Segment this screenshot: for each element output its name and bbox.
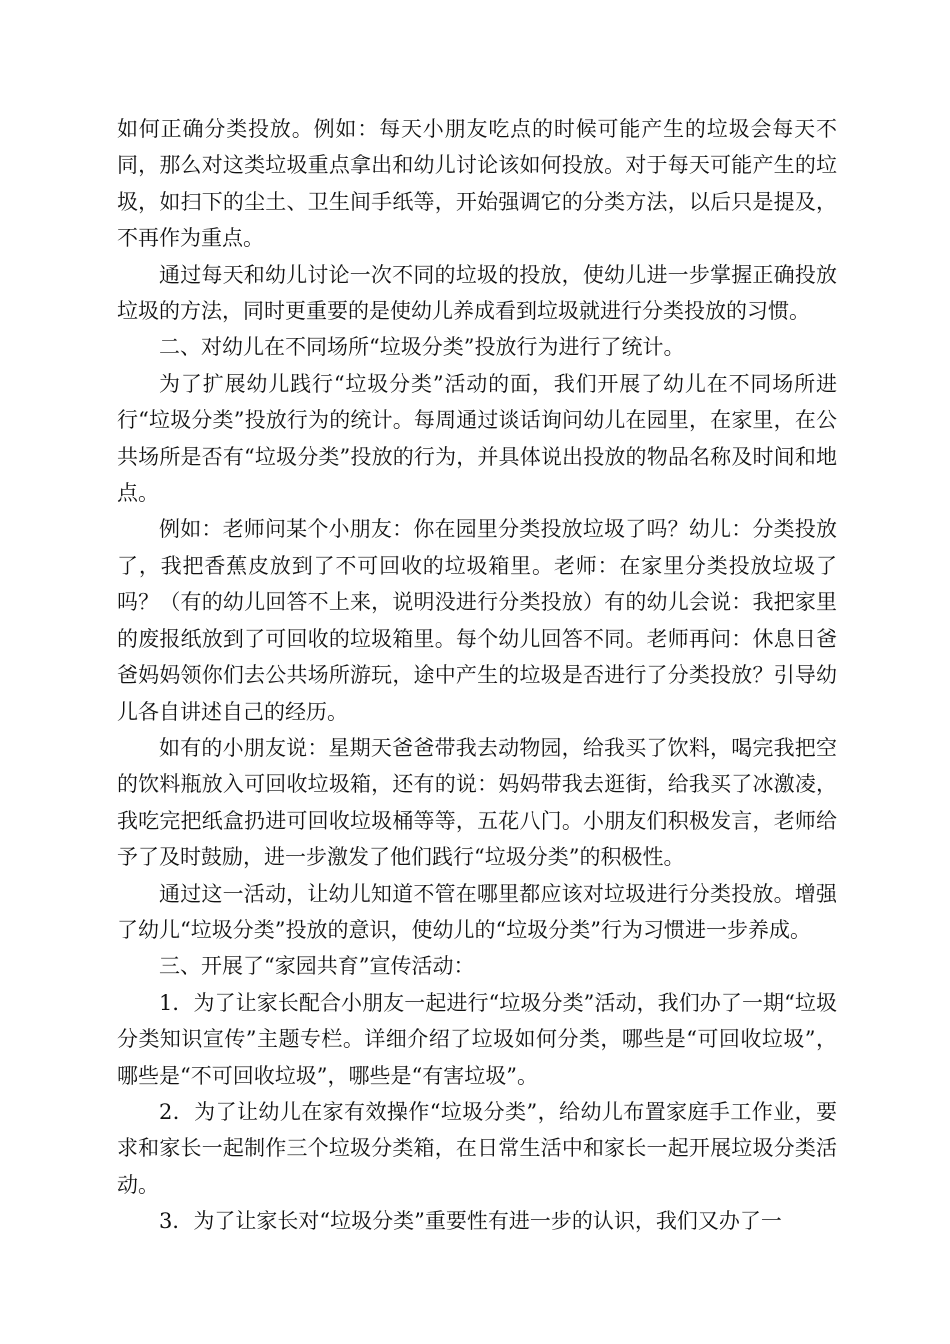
section-heading: 三、开展了“家园共育”宣传活动：	[159, 954, 475, 979]
paragraph: 如有的小朋友说：星期天爸爸带我去动物园，给我买了饮料，喝完我把空的饮料瓶放入可回收垃圾箱，还有的说：妈妈带我去逛街，给我买了冰激凌，我吃完把纸盒扔进可回收垃圾桶等等，五花八门。小朋友们积极发言，老师给予了及时鼓励，进一步激发了他们践行“垃圾分类”的积极性。	[117, 735, 837, 870]
paragraph: 为了扩展幼儿践行“垃圾分类”活动的面，我们开展了幼儿在不同场所进行“垃圾分类”投放行为的统计。每周通过谈话询问幼儿在园里，在家里，在公共场所是否有“垃圾分类”投放的行为，并具体说出投放的物品名称及时间和地点。	[117, 371, 837, 506]
paragraph-continuation: 如何正确分类投放。例如：每天小朋友吃点的时候可能产生的垃圾会每天不同，那么对这类垃圾重点拿出和幼儿讨论该如何投放。对于每天可能产生的垃圾，如扫下的尘土、卫生间手纸等，开始强调它的分类方法，以后只是提及，不再作为重点。	[117, 117, 837, 251]
paragraph: 通过这一活动，让幼儿知道不管在哪里都应该对垃圾进行分类投放。增强了幼儿“垃圾分类”投放的意识，使幼儿的“垃圾分类”行为习惯进一步养成。	[117, 881, 837, 942]
list-item: 1．为了让家长配合小朋友一起进行“垃圾分类”活动，我们办了一期“垃圾分类知识宣传”主题专栏。详细介绍了垃圾如何分类，哪些是“可回收垃圾”，哪些是“不可回收垃圾”，哪些是“有害垃圾”。	[117, 990, 837, 1088]
paragraph: 例如：老师问某个小朋友：你在园里分类投放垃圾了吗？幼儿：分类投放了，我把香蕉皮放到了不可回收的垃圾箱里。老师：在家里分类投放垃圾了吗？（有的幼儿回答不上来，说明没进行分类投放）有的幼儿会说：我把家里的废报纸放到了可回收的垃圾箱里。每个幼儿回答不同。老师再问：休息日爸爸妈妈领你们去公共场所游玩，途中产生的垃圾是否进行了分类投放？引导幼儿各自讲述自己的经历。	[117, 517, 837, 724]
document-body	[117, 111, 837, 1240]
list-item: 2．为了让幼儿在家有效操作“垃圾分类”，给幼儿布置家庭手工作业，要求和家长一起制作三个垃圾分类箱，在日常生活中和家长一起开展垃圾分类活动。	[117, 1099, 837, 1197]
section-heading: 二、对幼儿在不同场所“垃圾分类”投放行为进行了统计。	[159, 335, 685, 360]
paragraph: 通过每天和幼儿讨论一次不同的垃圾的投放，使幼儿进一步掌握正确投放垃圾的方法，同时更重要的是使幼儿养成看到垃圾就进行分类投放的习惯。	[117, 262, 837, 324]
list-item: 3．为了让家长对“垃圾分类”重要性有进一步的认识，我们又办了一	[159, 1209, 782, 1234]
